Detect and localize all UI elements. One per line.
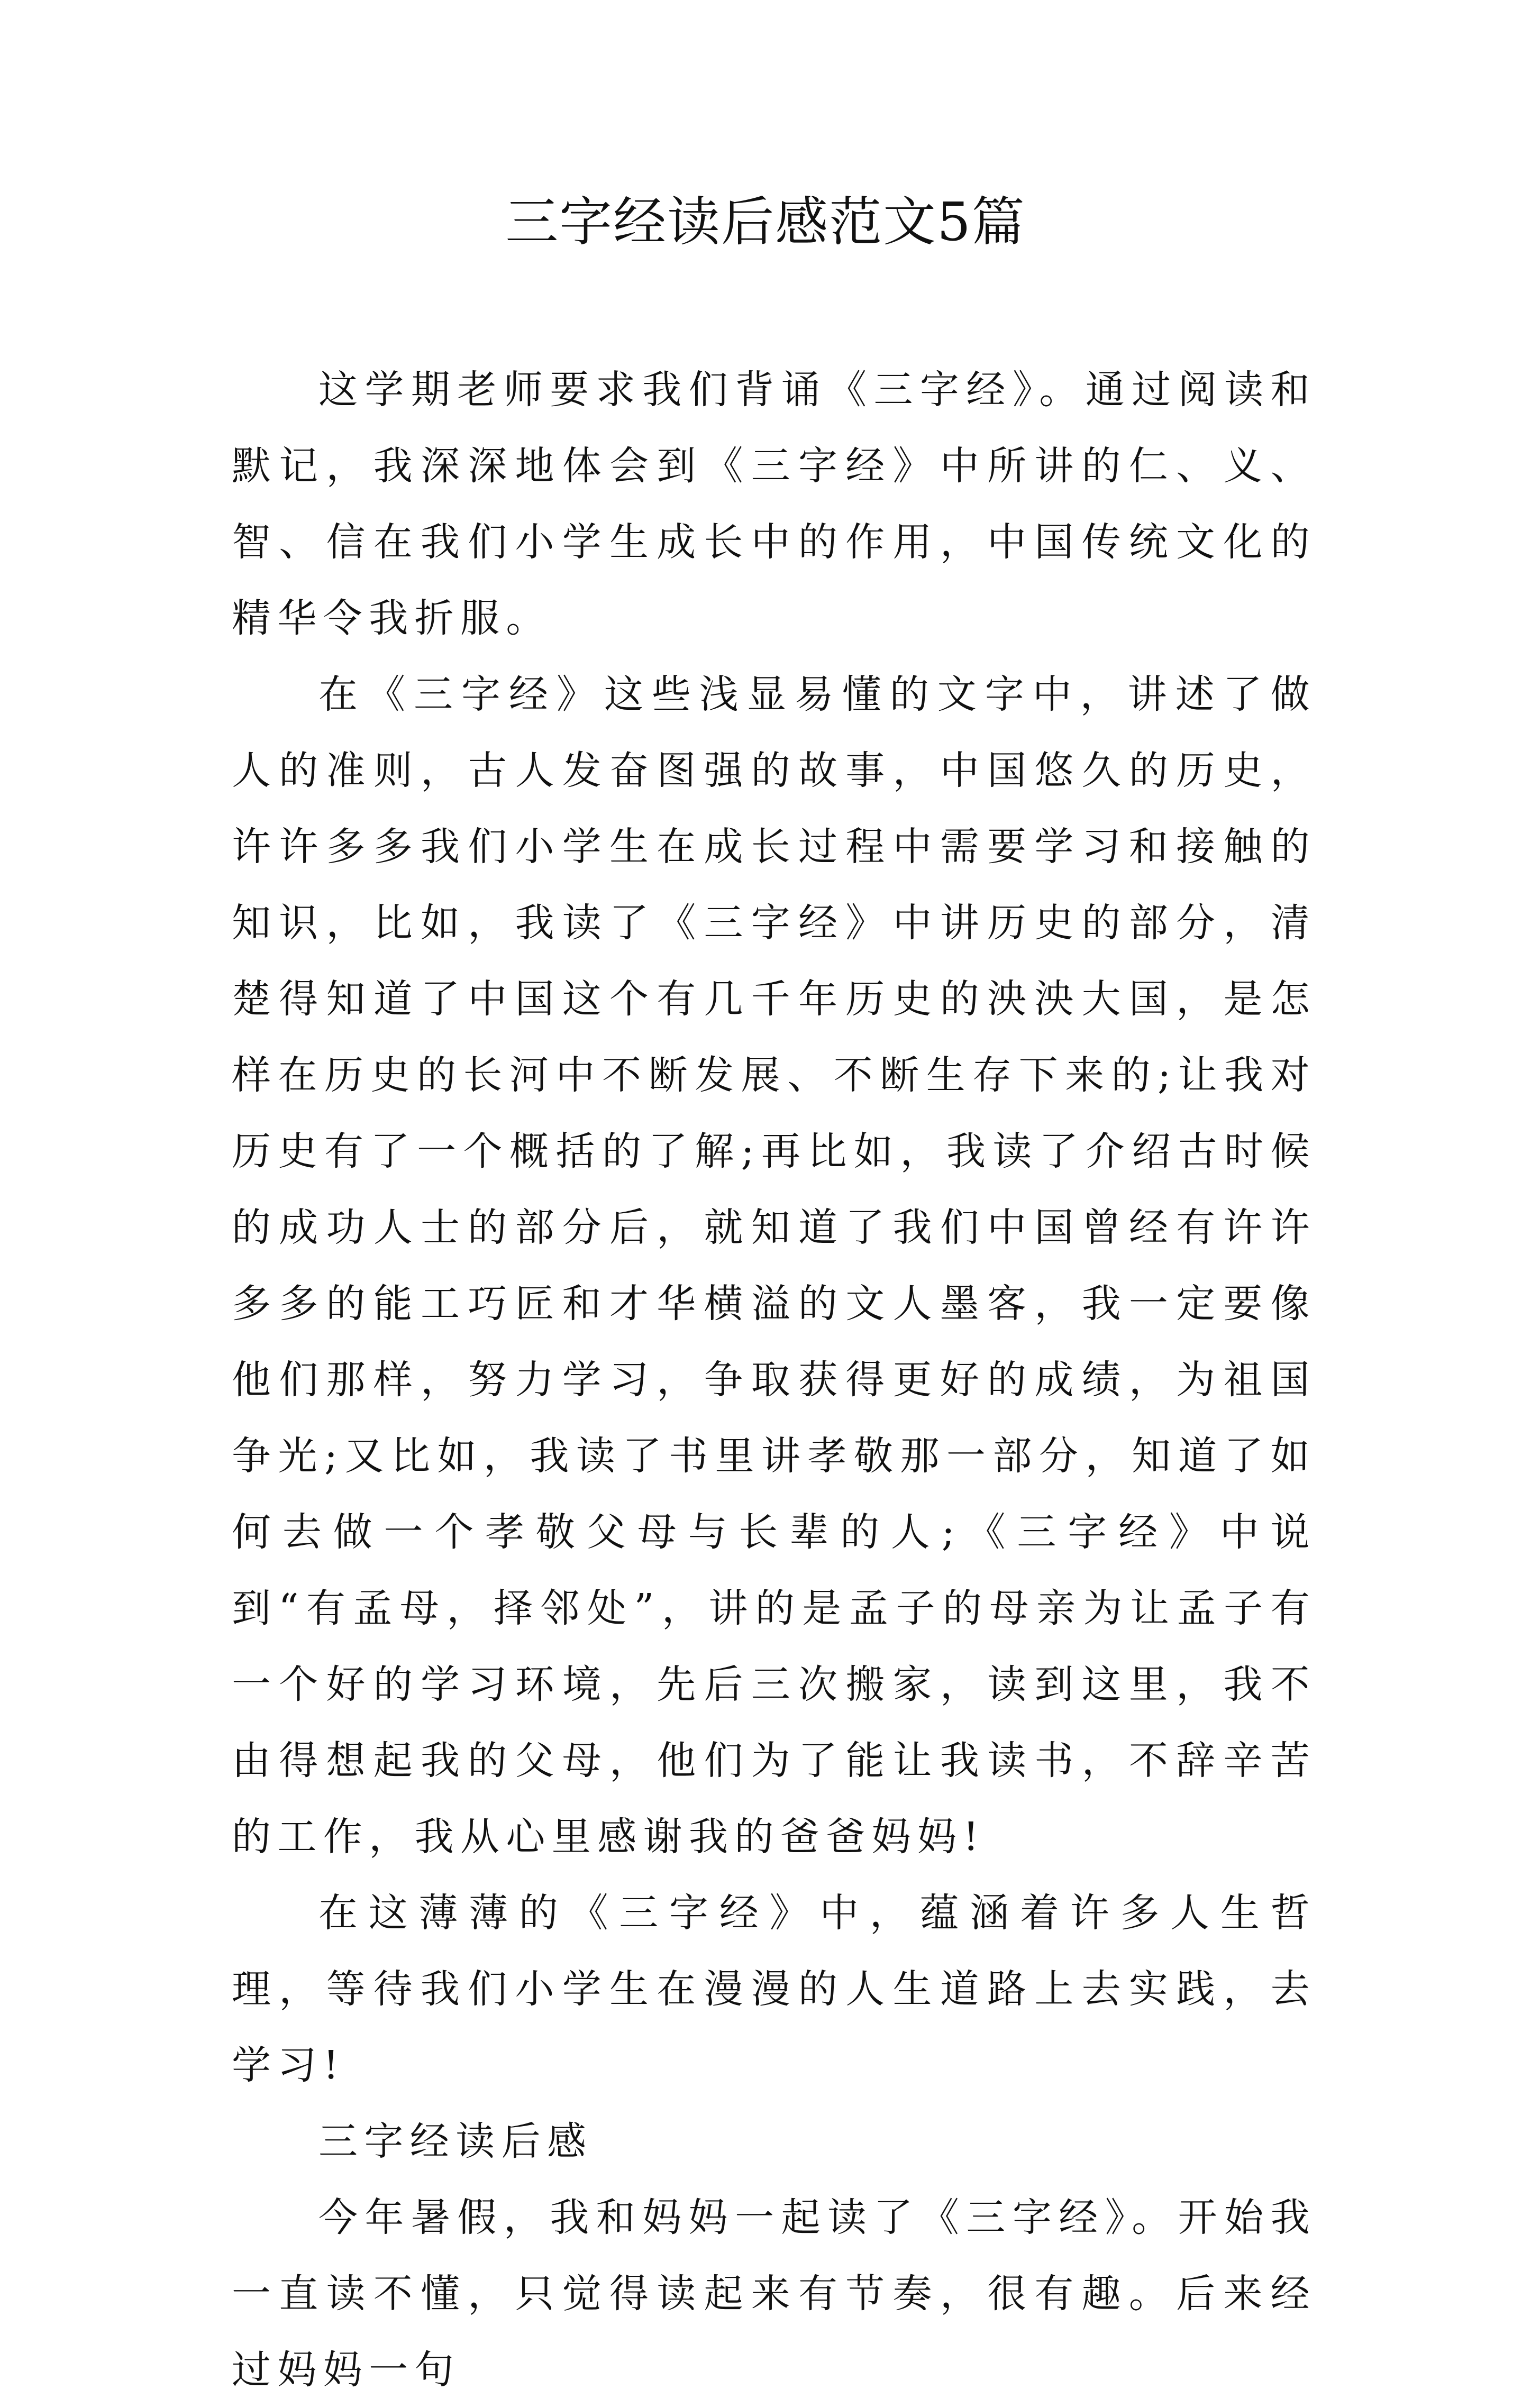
paragraph-4: 今年暑假，我和妈妈一起读了《三字经》。开始我一直读不懂，只觉得读起来有节奏，很有趣。后来经过妈妈一句 xyxy=(232,2195,1316,2393)
section-heading: 三字经读后感 xyxy=(318,2119,593,2164)
paragraph-3: 在这薄薄的《三字经》中，蕴涵着许多人生哲理，等待我们小学生在漫漫的人生道路上去实践，去学习! xyxy=(232,1890,1316,2088)
document-title: 三字经读后感范文5篇 xyxy=(505,191,1026,253)
paragraph-1: 这学期老师要求我们背诵《三字经》。通过阅读和默记，我深深地体会到《三字经》中所讲的仁、义、智、信在我们小学生成长中的作用，中国传统文化的精华令我折服。 xyxy=(232,367,1316,641)
document-body xyxy=(232,352,1316,2408)
paragraph-2: 在《三字经》这些浅显易懂的文字中，讲述了做人的准则，古人发奋图强的故事，中国悠久的历史，许许多多我们小学生在成长过程中需要学习和接触的知识，比如，我读了《三字经》中讲历史的部分，清楚得知道了中国这个有几千年历史的泱泱大国，是怎样在历史的长河中不断发展、不断生存下来的;让我对历史有了一个概括的了解;再比如，我读了介绍古时候的成功人士的部分后，就知道了我们中国曾经有许许多多的能工巧匠和才华横溢的文人墨客，我一定要像他们那样，努力学习，争取获得更好的成绩，为祖国争光;又比如，我读了书里讲孝敬那一部分，知道了如何去做一个孝敬父母与长辈的人;《三字经》中说到“有孟母，择邻处”，讲的是孟子的母亲为让孟子有一个好的学习环境，先后三次搬家，读到这里，我不由得想起我的父母，他们为了能让我读书，不辞辛苦的工作，我从心里感谢我的爸爸妈妈! xyxy=(232,672,1316,1860)
